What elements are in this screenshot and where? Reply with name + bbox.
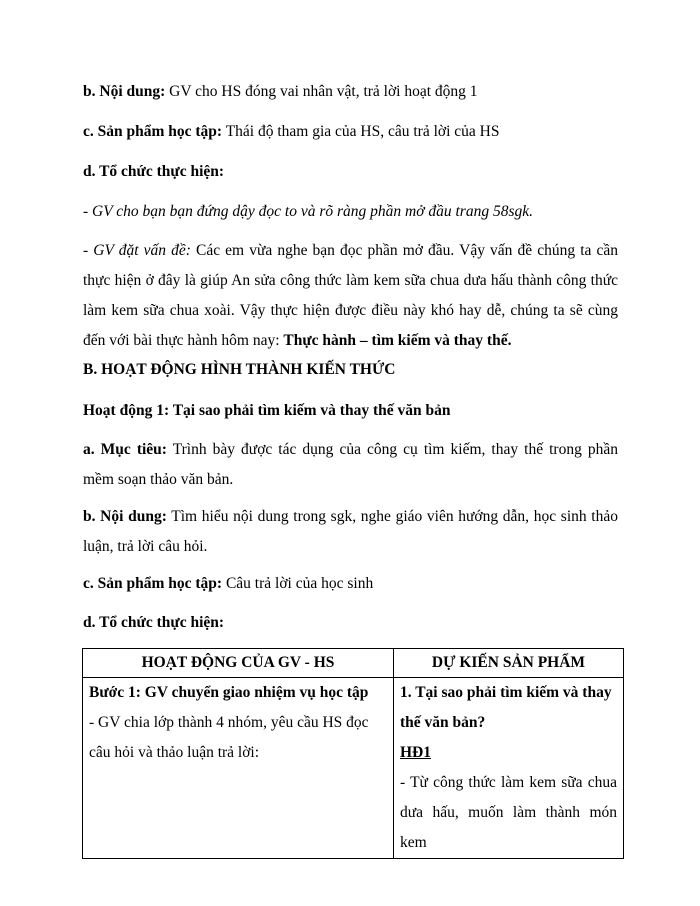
- section-heading: [83, 355, 618, 385]
- section-label: a. Mục tiêu:: [83, 441, 167, 458]
- section-label: d. Tổ chức thực hiện:: [83, 163, 225, 180]
- section-text: Thái độ tham gia của HS, câu trả lời của HS: [222, 123, 500, 140]
- table-header-cell: HOẠT ĐỘNG CỦA GV - HS: [83, 649, 394, 678]
- section-text: GV cho HS đóng vai nhân vật, trả lời hoạt động 1: [165, 83, 478, 100]
- objective-paragraph: [83, 435, 618, 495]
- section-text: Tìm hiểu nội dung trong sgk, nghe giáo viên hướng dẫn, học sinh thảo luận, trả lời câu hỏi.: [83, 508, 618, 555]
- lesson-title: Thực hành – tìm kiếm và thay thế.: [283, 332, 512, 349]
- instruction-text: - GV cho bạn bạn đứng dậy đọc to và rõ ràng phần mở đầu trang 58sgk.: [83, 203, 533, 220]
- table-row: [83, 678, 624, 859]
- table-cell-left: [83, 678, 394, 859]
- activity-table: [82, 648, 624, 859]
- italic-instruction: [83, 197, 618, 227]
- section-text: Câu trả lời của học sinh: [222, 575, 374, 592]
- content-line: [83, 77, 618, 107]
- activity-subhead: HĐ1: [400, 744, 431, 761]
- problem-paragraph: [83, 236, 618, 356]
- heading-text: Hoạt động 1: Tại sao phải tìm kiếm và thay thế văn bản: [83, 402, 451, 419]
- activity-heading: [83, 396, 618, 426]
- section-label: d. Tổ chức thực hiện:: [83, 614, 225, 631]
- organization-line: [83, 157, 618, 187]
- product-line: [83, 117, 618, 147]
- section-label: c. Sản phẩm học tập:: [83, 575, 223, 592]
- step-text: - GV chia lớp thành 4 nhóm, yêu cầu HS đọc câu hỏi và thảo luận trả lời:: [89, 714, 369, 761]
- heading-text: B. HOẠT ĐỘNG HÌNH THÀNH KIẾN THỨC: [83, 361, 396, 378]
- content-paragraph: [83, 502, 618, 562]
- section-label: b. Nội dung:: [83, 508, 167, 525]
- table-header-cell: DỰ KIẾN SẢN PHẨM: [394, 649, 624, 678]
- problem-text: Các em vừa nghe bạn đọc phần mở đầu. Vậy vấn đề chúng ta cần thực hiện ở đây là giúp An sửa công thức làm kem sữa chua dưa hấu thành công thức làm kem sữa chua xoài. Vậy thực hiện được điều này khó hay dễ, chúng ta sẽ cùng đến với bài thực hành hôm nay:: [83, 242, 618, 349]
- section-text: Trình bày được tác dụng của công cụ tìm kiếm, thay thế trong phần mềm soạn thảo văn bản.: [83, 441, 618, 488]
- table-header-row: [83, 649, 624, 678]
- section-label: b. Nội dung:: [83, 83, 166, 100]
- step-title: Bước 1: GV chuyển giao nhiệm vụ học tập: [89, 684, 369, 701]
- problem-lead: - GV đặt vấn đề:: [83, 242, 191, 259]
- product-text: - Từ công thức làm kem sữa chua dưa hấu, muốn làm thành món kem: [400, 774, 617, 851]
- organization-line: [83, 608, 618, 638]
- product-line: [83, 569, 618, 599]
- product-title: 1. Tại sao phải tìm kiếm và thay thế văn bản?: [400, 684, 612, 731]
- section-label: c. Sản phẩm học tập:: [83, 123, 223, 140]
- table-cell-right: [394, 678, 624, 859]
